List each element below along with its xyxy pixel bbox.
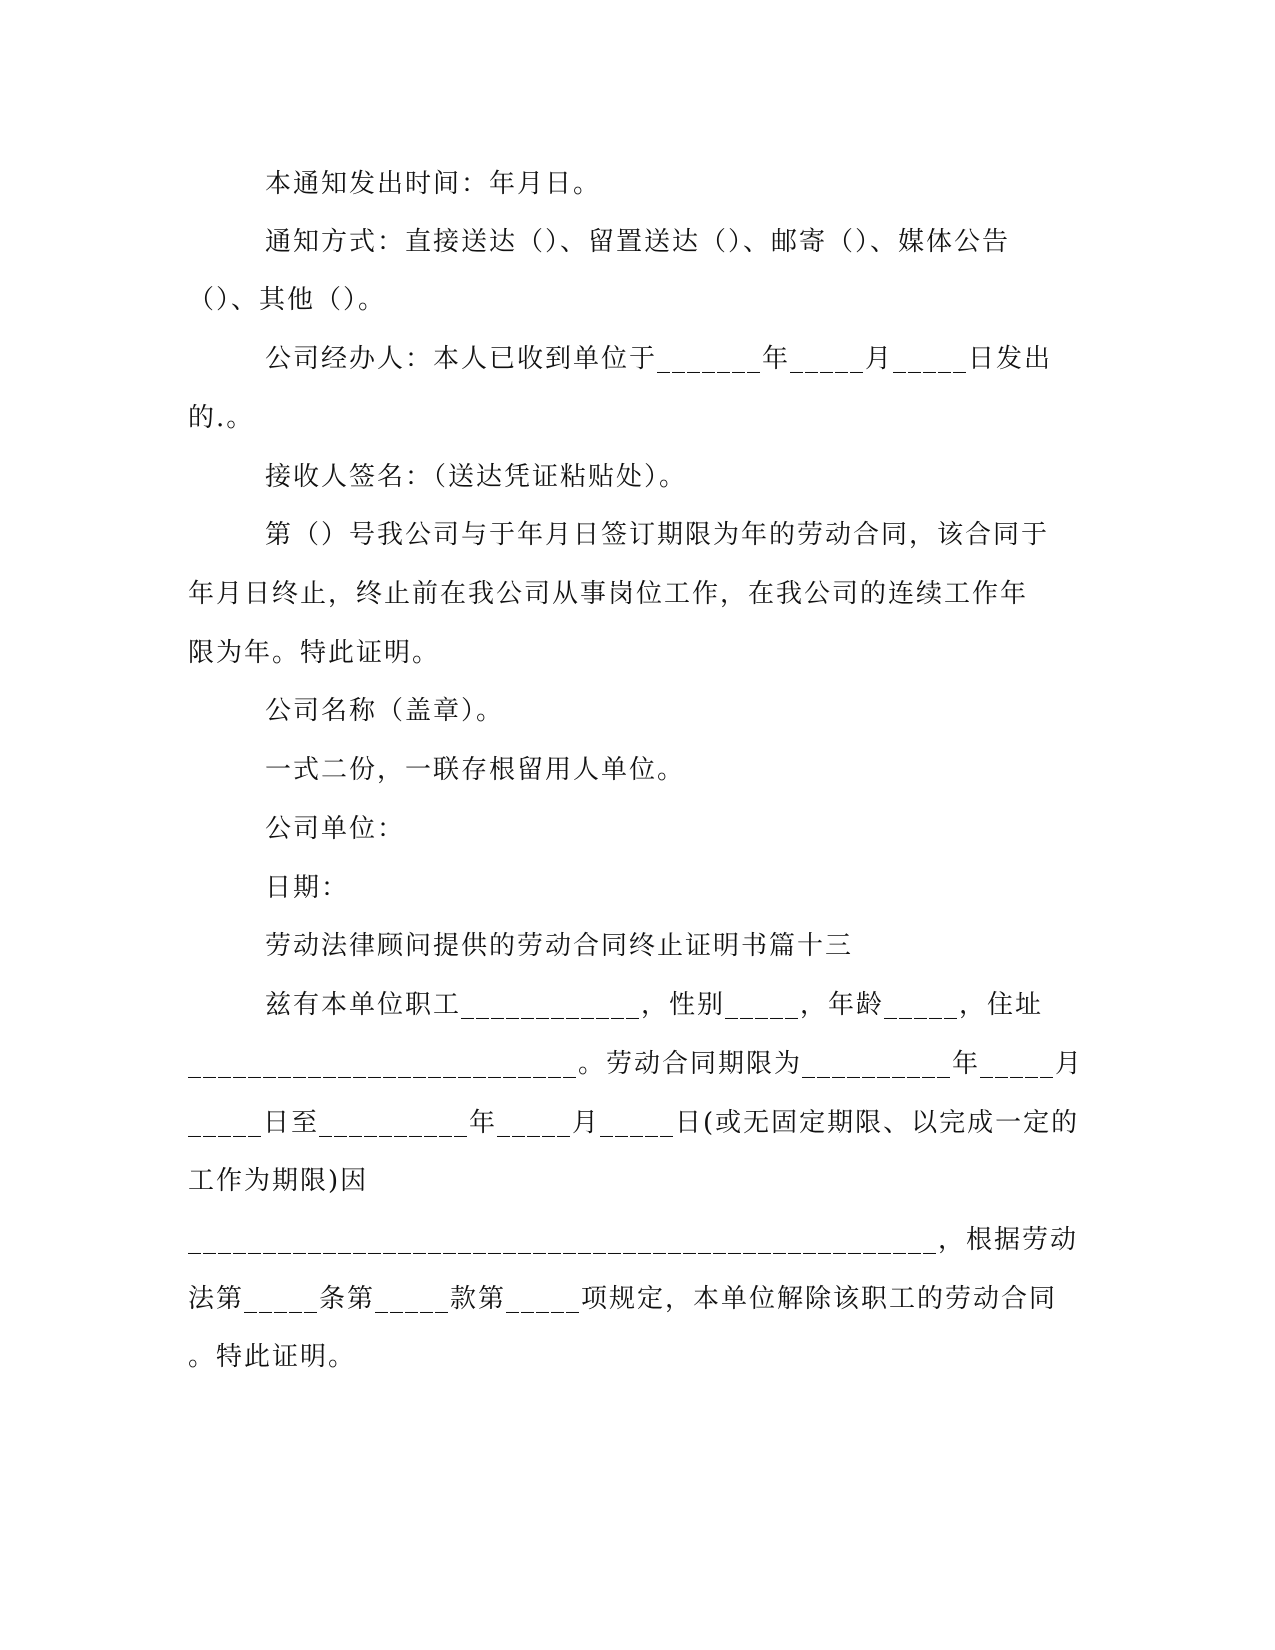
- contract-certificate-line-continued: 年月日终止，终止前在我公司从事岗位工作，在我公司的连续工作年: [188, 579, 1029, 609]
- contract-period-line: __________________________。劳动合同期限为__________年_____月: [188, 1049, 1084, 1079]
- copies-note-line: 一式二份，一联存根留用人单位。: [265, 755, 686, 785]
- contract-period-line-continued: _____日至__________年_____月_____日(或无固定期限、以完成一定的: [188, 1108, 1080, 1138]
- contract-period-line-end: 工作为期限)因: [188, 1166, 369, 1196]
- recipient-signature-line: 接收人签名：（送达凭证粘贴处）。: [265, 462, 688, 492]
- company-agent-line: 公司经办人：本人已收到单位于_______年_____月_____日发出: [265, 344, 1053, 374]
- contract-certificate-line-end: 限为年。特此证明。: [188, 638, 441, 668]
- date-line: 日期：: [265, 873, 350, 903]
- company-agent-line-continued: 的.。: [188, 403, 255, 433]
- company-unit-line: 公司单位：: [265, 814, 406, 844]
- legal-basis-line: 法第_____条第_____款第_____项规定，本单位解除该职工的劳动合同: [188, 1284, 1058, 1314]
- employee-info-line: 兹有本单位职工____________，性别_____，年龄_____，住址: [265, 990, 1044, 1020]
- contract-certificate-line: 第（）号我公司与于年月日签订期限为年的劳动合同，该合同于: [265, 520, 1050, 550]
- closing-line: 。特此证明。: [188, 1342, 357, 1372]
- notice-method-line: 通知方式：直接送达（）、留置送达（）、邮寄（）、媒体公告: [265, 227, 1011, 257]
- reason-line: __________________________________________________，根据劳动: [188, 1225, 1079, 1255]
- notice-method-line-continued: （）、其他（）。: [188, 285, 387, 315]
- section-heading: 劳动法律顾问提供的劳动合同终止证明书篇十三: [265, 931, 854, 961]
- company-seal-line: 公司名称（盖章）。: [265, 696, 505, 726]
- notice-time-line: 本通知发出时间：年月日。: [265, 169, 602, 199]
